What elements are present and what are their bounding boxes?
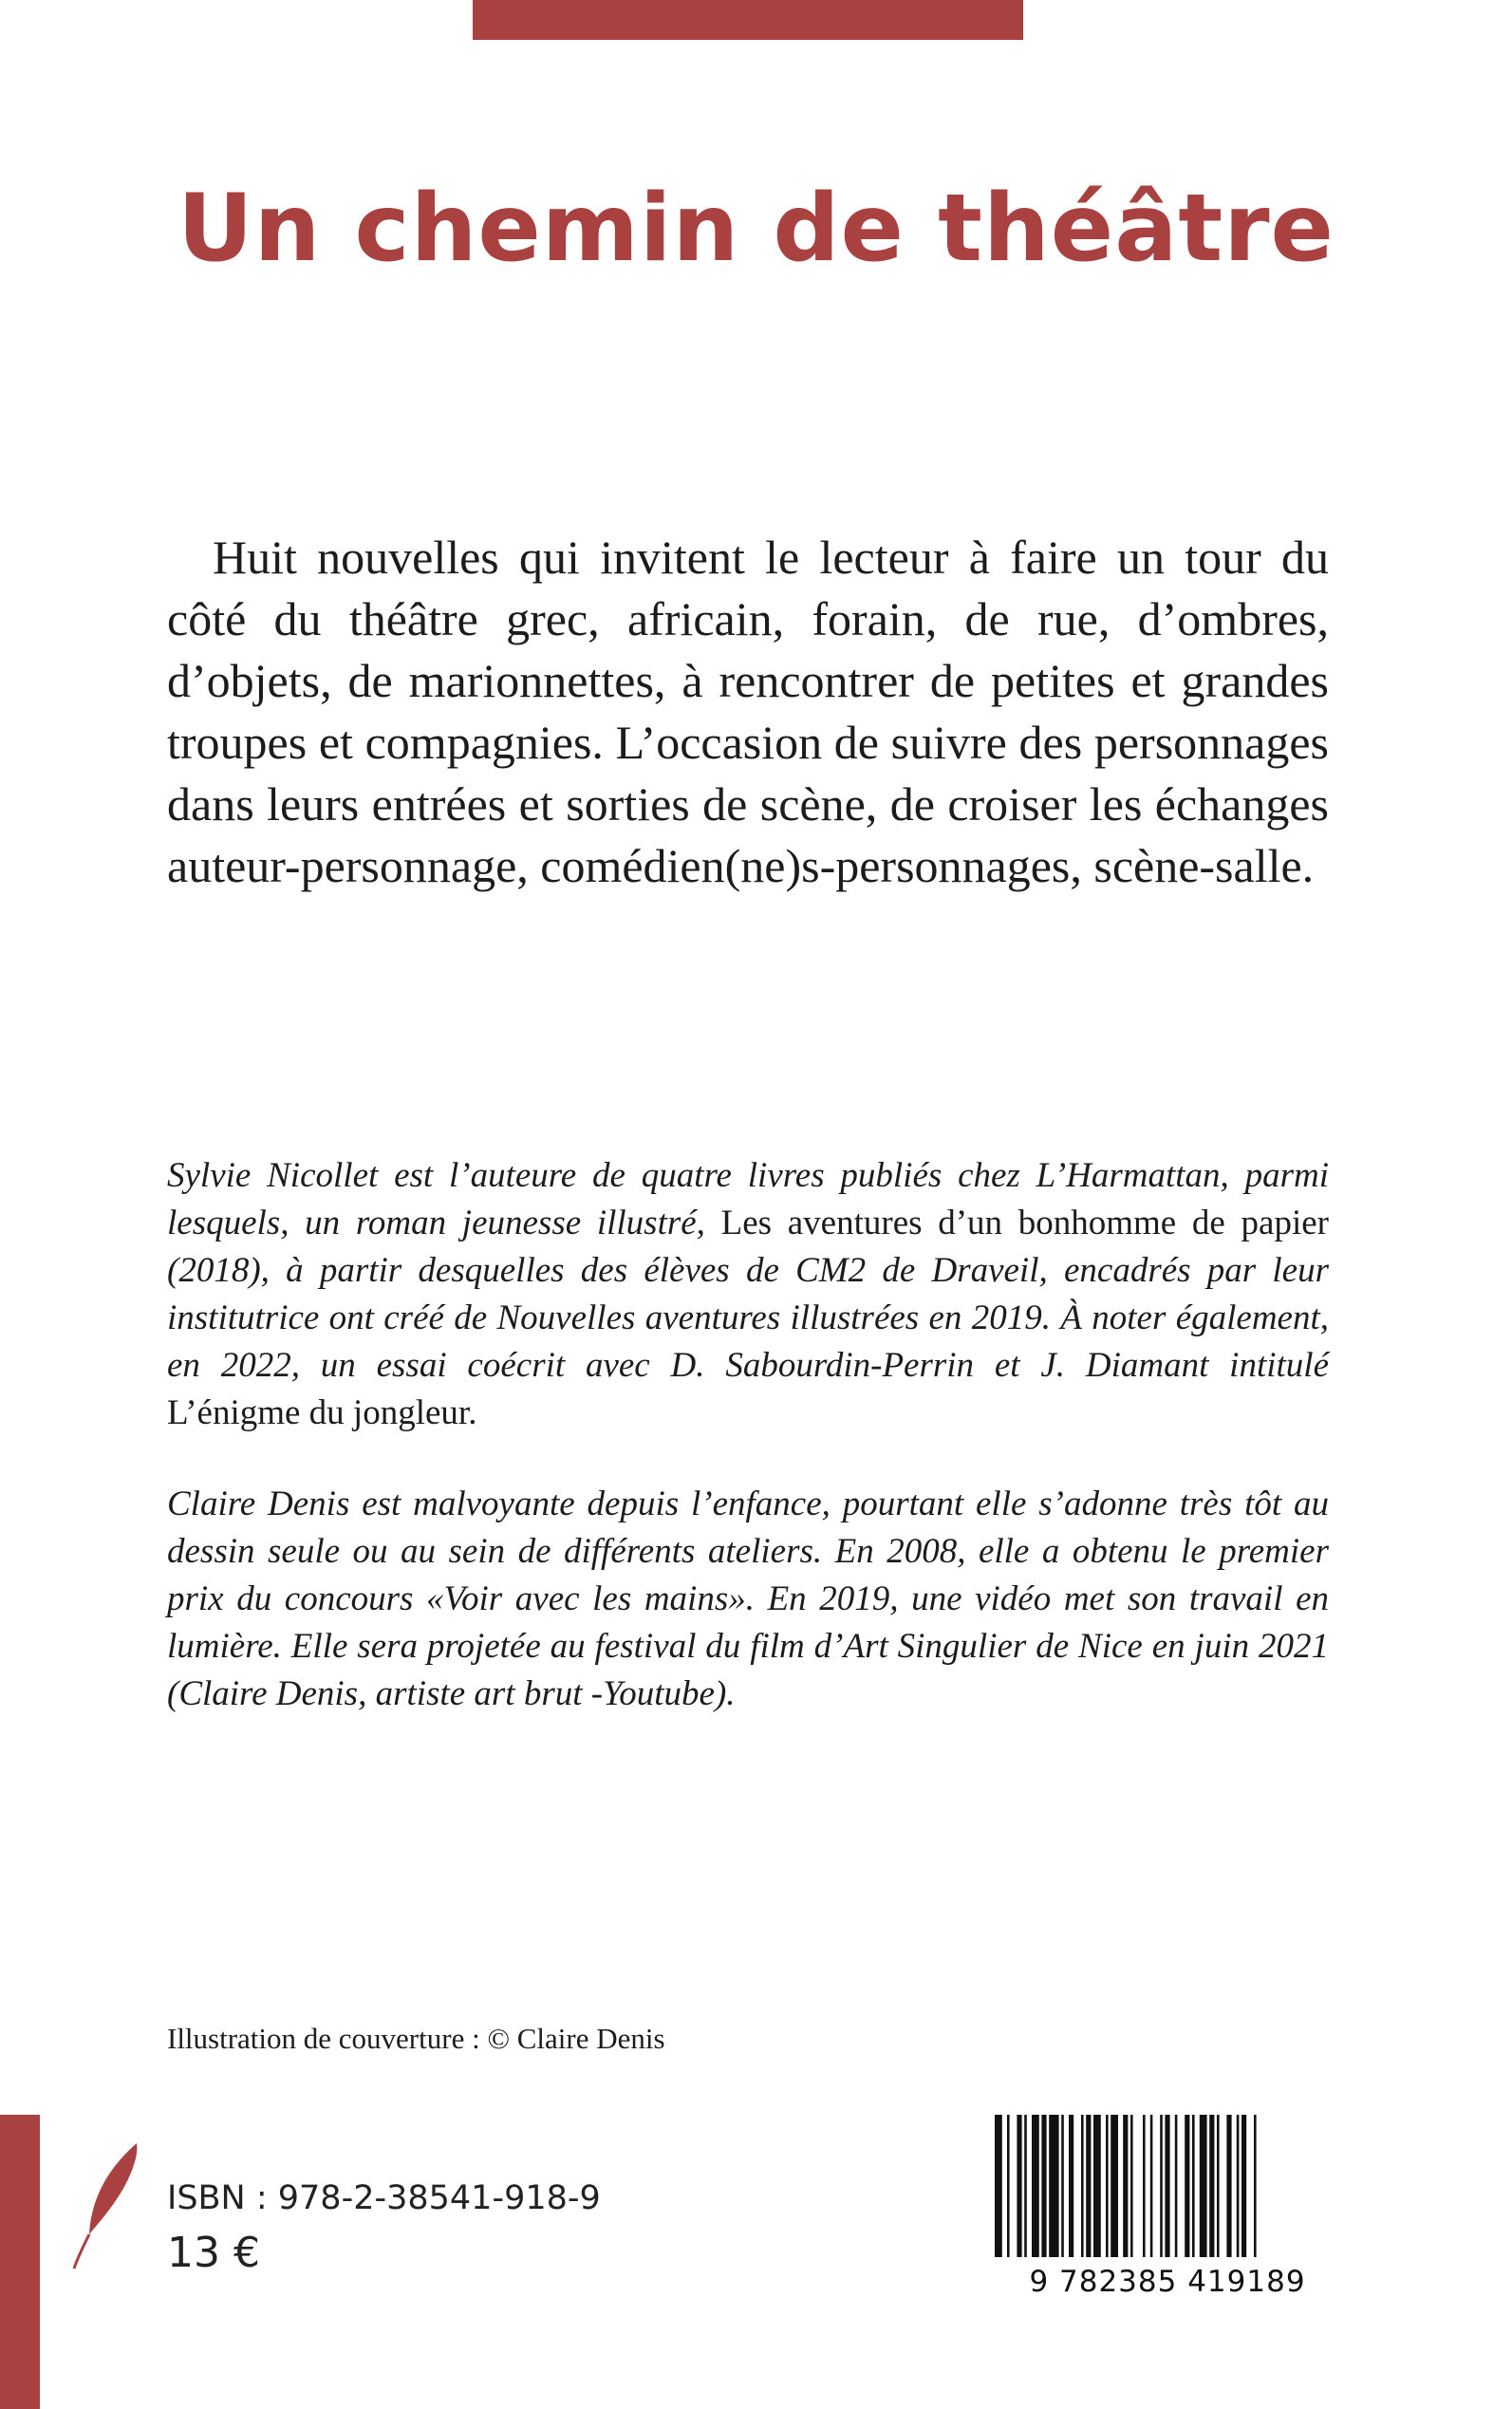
isbn: ISBN : 978-2-38541-918-9	[167, 2179, 601, 2217]
barcode-bar	[1111, 2115, 1118, 2257]
book-title: Un chemin de théâtre	[177, 175, 1335, 283]
barcode-bar	[1209, 2115, 1214, 2257]
barcode-bar	[1061, 2115, 1064, 2257]
barcode	[987, 2115, 1348, 2300]
author-book-title-1: Les aventures d’un bonhomme de papier	[720, 1204, 1329, 1242]
barcode-bar	[1123, 2115, 1128, 2257]
barcode-bar	[1237, 2115, 1240, 2257]
barcode-bar	[1017, 2115, 1021, 2257]
book-blurb: Huit nouvelles qui invitent le lecteur à faire un tour du côté du théâtre grec, africain, forain, de rue, d’ombres, d’objets, de marionnettes, à rencontrer de petites et grandes troupes et compagnies. L’occasion de suivre des personnages dans leurs entrées et sorties de scène, de croiser les échanges auteur-personnage, comédien(ne)s-personnages, scène-salle.	[167, 531, 1329, 892]
barcode-bar	[1150, 2115, 1153, 2257]
barcode-bar	[1106, 2115, 1109, 2257]
barcode-bar	[1024, 2115, 1027, 2257]
barcode-bar	[1200, 2115, 1207, 2257]
barcode-bar	[1226, 2115, 1231, 2257]
barcode-bar	[1160, 2115, 1163, 2257]
illustrator-bio: Claire Denis est malvoyante depuis l’enfance, pourtant elle s’adonne très tôt au dessin seule ou au sein de différents ateliers. En 2008, elle a obtenu le premier prix du concours «Voir avec les mains». En 2019, une vidéo met son travail en lumière. Elle sera projetée au festival du film d’Art Singulier de Nice en juin 2021 (Claire Denis, artiste art brut -Youtube).	[167, 1485, 1329, 1713]
author-book-title-2: L’énigme du jongleur.	[167, 1393, 477, 1432]
barcode-bar	[1086, 2115, 1091, 2257]
barcode-bar	[1093, 2115, 1101, 2257]
barcode-bar	[1175, 2115, 1178, 2257]
barcode-bar	[1185, 2115, 1189, 2257]
barcode-bar	[1165, 2115, 1169, 2257]
barcode-digits: 9 782385 419189	[1029, 2265, 1306, 2299]
barcode-bar	[995, 2115, 1002, 2257]
barcode-bar	[1130, 2115, 1133, 2257]
top-accent-bar	[473, 0, 1023, 40]
cover-credit: Illustration de couverture : © Claire Denis	[167, 2022, 665, 2055]
author-bio	[167, 1152, 1329, 1437]
barcode-bar	[1041, 2115, 1046, 2257]
barcode-bar	[1241, 2115, 1246, 2257]
barcode-bar	[1217, 2115, 1220, 2257]
barcode-bar	[1254, 2115, 1257, 2257]
barcode-bar	[1032, 2115, 1039, 2257]
barcode-bar	[1069, 2115, 1073, 2257]
author-bio-text-2: (2018), à partir desquelles des élèves de CM2 de Draveil, encadrés par leur institutrice ont créé de Nouvelles aventures illustrées en 2019. À noter également, en 2022, un essai coécrit avec D. Sabourdin-Perrin et J. Diamant intitulé	[167, 1251, 1329, 1385]
feather-icon	[70, 2139, 156, 2272]
barcode-bar	[1049, 2115, 1058, 2257]
barcode-bar	[1143, 2115, 1146, 2257]
barcode-bar	[1192, 2115, 1195, 2257]
barcode-bars	[995, 2115, 1257, 2257]
barcode-bar	[1007, 2115, 1010, 2257]
price: 13 €	[167, 2229, 260, 2277]
barcode-bar	[1081, 2115, 1084, 2257]
side-accent-bar	[0, 2115, 40, 2409]
author-bio-text-1: Sylvie Nicollet est l’auteure de quatre livres publiés chez L’Harmattan, parmi lesquels, un roman jeunesse illustré,	[167, 1156, 1329, 1242]
